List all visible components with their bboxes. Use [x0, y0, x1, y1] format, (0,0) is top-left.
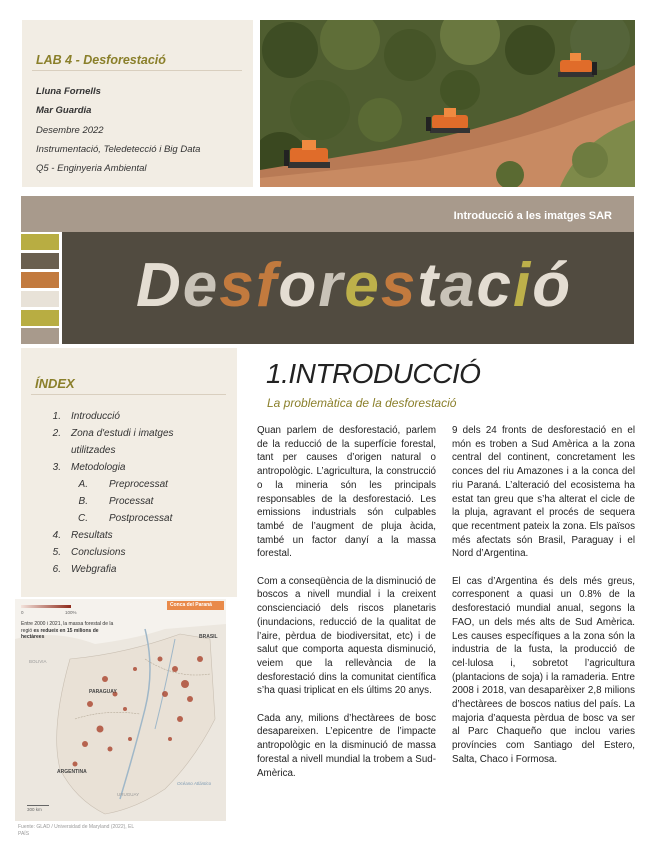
title-letter: s: [219, 251, 256, 320]
index-item-label: Webgrafia: [71, 564, 117, 575]
map-source: Fuente: GLAD / Universidad de Maryland (2022), EL PAÍS: [18, 824, 134, 837]
index-item-label: Introducció: [71, 411, 120, 422]
map-label-brasil: BRASIL: [199, 634, 218, 640]
index-item-number: A.: [78, 479, 88, 490]
paragraph: Com a conseqüència de la disminució de boscos a nivell mundial i la creixent conscienciació dels riscos planetaris (inundacions, reducció de la qualitat de l’aire, pèrdua de biodiversitat, etc) i de salut que comporta aquesta disminució, veiem que la rellevància de la desforestació dins la comunitat científica s’ha quasi triplicat en els últims 20 anys.: [257, 575, 436, 697]
map-label-bolivia: BOLIVIA: [29, 659, 47, 664]
title-letter: o: [278, 251, 319, 320]
index-item-number: B.: [78, 496, 88, 507]
date: Desembre 2022: [36, 125, 104, 136]
paragraph: Cada any, milions d’hectàrees de bosc desapareixen. L’epicentre de l’impacte antropològic en la disminució de massa forestal a nivell mundial la trobem a Sud-Amèrica.: [257, 712, 436, 779]
paragraph: Quan parlem de desforestació, parlem de la reducció de la superfície forestal, tant per causes d’origen natural o antropològic. L’agricultura, la construcció o la mineria són les principals responsables de la desforestació. Les emissions industrials són culpables també de l’augment de pluja àcida, també un factor danyí a la massa forestal.: [257, 425, 436, 560]
index-item-number: 4.: [52, 530, 61, 541]
title-letter: f: [255, 251, 279, 320]
author-1: Lluna Fornells: [36, 86, 101, 97]
divider: [32, 70, 242, 71]
degree: Q5 - Enginyeria Ambiental: [36, 163, 147, 174]
course: Instrumentació, Teledetecció i Big Data: [36, 144, 201, 155]
paragraph: 9 dels 24 fronts de desforestació en el món es troben a Sud Amèrica a la zona central del continent, concretament les conces del riu Amazones i a la conca del riu Paraná. L’alteració del ecosistema ha estat tan greu que s’ha alterat el cicle de la pluja, agravant el procés de sequera que recentment pateix la zona. Els països més afectats són Brasil, Paraguay i el Nord d’Argentina.: [452, 425, 635, 560]
index-item-label: Metodologia: [71, 462, 126, 473]
paragraph: El cas d’Argentina és dels més greus, corresponent a quasi un 0.8% de la desforestació mundial anual, segons la FAO, un dels més alts de Sud Amèrica. Les causes específiques a la zona són la industria de la fusta, la producció de cel·lulosa i, sobretot l’agricultura (plantacions de soja) i la ramaderia. Entre 2008 i 2018, van desaparèixer 2,8 milions d’hectàrees de boscos natius del país. La majoria d’aquesta pèrdua de bosc va ser al Parc Chaqueño que inclou varies províncies com Santiago del Estero, Salta, Chaco i Formosa.: [452, 575, 635, 765]
index-box: [21, 348, 237, 597]
index-item-number: 1.: [52, 411, 61, 422]
index-item-number: 3.: [52, 462, 61, 473]
index-item-label: Processat: [109, 496, 154, 507]
section-subheading: La problemàtica de la desforestació: [267, 396, 457, 410]
title-band: [62, 232, 634, 344]
map-scale: 300 km: [27, 805, 49, 812]
banner-text: Introducció a les imatges SAR: [453, 210, 612, 222]
title-letter: e: [182, 251, 220, 320]
color-swatch: [21, 291, 59, 307]
title-letter: e: [344, 251, 381, 320]
index-item-label: Zona d'estudi i imatges: [71, 428, 174, 439]
info-box: [22, 20, 253, 187]
lab-title: LAB 4 - Desforestació: [36, 53, 166, 67]
index-item-number: 5.: [52, 547, 61, 558]
title-letter: s: [380, 251, 418, 320]
color-swatch: [21, 234, 59, 250]
title-letter: t: [417, 251, 441, 320]
divider: [31, 394, 226, 395]
index-item-number: 6.: [52, 564, 61, 575]
deforestation-map: [15, 599, 226, 821]
title-letter: ó: [532, 251, 573, 320]
color-swatch: [21, 253, 59, 269]
map-label-ocean: Océano Atlántico: [177, 781, 212, 786]
title-letter: D: [136, 251, 183, 320]
index-heading: ÍNDEX: [35, 376, 75, 391]
body-column-right: [452, 424, 635, 780]
section-heading: 1.INTRODUCCIÓ: [266, 358, 481, 389]
index-item-label: Preprocessat: [109, 479, 168, 490]
index-item-number: C.: [78, 513, 88, 524]
map-caption-bold: es redueix en 15 milions de hectàrees: [21, 627, 99, 640]
title-letter: c: [476, 251, 514, 320]
map-caption: [21, 621, 116, 641]
color-swatch: [21, 272, 59, 288]
index-item-label: Resultats: [71, 530, 113, 541]
index-item-label: Postprocessat: [109, 513, 173, 524]
body-column-left: [257, 424, 436, 794]
map-legend-max: 100%: [65, 610, 77, 615]
index-item-number: 2.: [52, 428, 61, 439]
title-letter: r: [318, 251, 345, 320]
hero-photo-bulldozers: [260, 20, 635, 187]
map-legend-min: 0: [21, 610, 24, 615]
map-caption-normal: Entre 2000 i 2021, la massa forestal de la regió: [21, 621, 114, 634]
title-letter: i: [513, 251, 533, 320]
map-label-argentina: ARGENTINA: [57, 769, 87, 775]
banner: [21, 196, 634, 232]
map-label-paraguay: PARAGUAY: [89, 689, 117, 695]
main-title: [136, 250, 572, 322]
title-letter: a: [440, 251, 477, 320]
index-item-label: utilitzades: [71, 445, 116, 456]
map-tag: Conca del Paraná: [170, 602, 212, 608]
color-swatch: [21, 310, 59, 326]
index-item-label: Conclusions: [71, 547, 126, 558]
color-swatch: [21, 328, 59, 344]
author-2: Mar Guardia: [36, 105, 92, 116]
map-label-uruguay: URUGUAY: [117, 792, 140, 797]
